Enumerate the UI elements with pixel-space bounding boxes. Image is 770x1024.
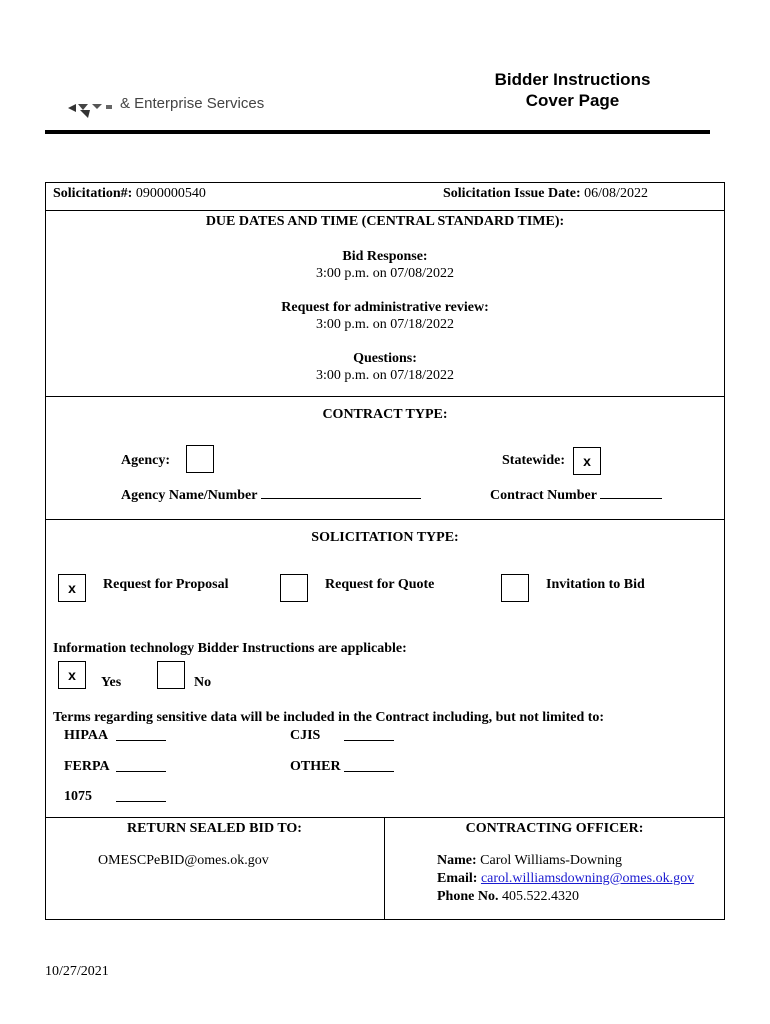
due-dates-heading: DUE DATES AND TIME (CENTRAL STANDARD TIME): — [205, 214, 565, 229]
statewide-checkbox[interactable]: x — [573, 447, 601, 475]
statewide-label: Statewide: — [502, 453, 565, 468]
cjis-field[interactable] — [344, 728, 394, 741]
officer-phone-label: Phone No. — [437, 889, 499, 904]
solicitation-number — [53, 185, 206, 202]
it-instructions-question: Information technology Bidder Instructions are applicable: — [53, 641, 407, 656]
other-field[interactable] — [344, 759, 394, 772]
agency-label: Agency: — [121, 453, 170, 468]
sensitive-item-other — [290, 758, 341, 775]
row-divider — [45, 210, 725, 211]
due-date-value: 3:00 p.m. on 07/18/2022 — [315, 368, 455, 383]
rfq-label: Request for Quote — [325, 577, 435, 592]
officer-phone — [437, 888, 579, 905]
sensitive-item-1075 — [64, 788, 92, 805]
sensitive-data-intro: Terms regarding sensitive data will be included in the Contract including, but not limited to: — [53, 710, 605, 725]
contract-number-field[interactable] — [600, 486, 662, 499]
solicitation-issue-date — [443, 185, 648, 202]
sensitive-item-label: HIPAA — [64, 728, 109, 743]
due-date-label: Bid Response: — [342, 249, 428, 264]
header-rule — [45, 130, 710, 134]
row-divider — [45, 817, 725, 818]
logo-text: & Enterprise Services — [120, 95, 265, 112]
sensitive-item-hipaa — [64, 727, 108, 744]
agency-checkbox[interactable] — [186, 445, 214, 473]
sensitive-item-label: 1075 — [64, 789, 92, 804]
agency-name-field[interactable] — [261, 486, 421, 499]
title-line-1: Bidder Instructions — [494, 70, 651, 89]
rfp-label: Request for Proposal — [103, 577, 229, 592]
solicitation-type-heading: SOLICITATION TYPE: — [311, 530, 459, 545]
return-bid-heading: RETURN SEALED BID TO: — [127, 821, 302, 836]
officer-name — [437, 852, 622, 869]
issue-date-value: 06/08/2022 — [584, 186, 648, 201]
it-yes-checkbox[interactable]: x — [58, 661, 86, 689]
rfp-checkbox[interactable]: x — [58, 574, 86, 602]
contract-number — [490, 486, 662, 504]
sensitive-item-ferpa — [64, 758, 110, 775]
officer-email — [437, 870, 694, 887]
it-no-label: No — [194, 675, 212, 690]
officer-phone-value: 405.522.4320 — [501, 889, 579, 904]
document-title — [470, 69, 675, 111]
itb-checkbox[interactable] — [501, 574, 529, 602]
ferpa-field[interactable] — [116, 759, 166, 772]
solicitation-number-label: Solicitation#: — [53, 186, 133, 201]
row-divider — [45, 519, 725, 520]
contract-number-label: Contract Number — [490, 488, 597, 503]
hipaa-field[interactable] — [116, 728, 166, 741]
agency-name-number — [121, 486, 421, 504]
officer-name-value: Carol Williams-Downing — [480, 853, 623, 868]
contract-type-heading: CONTRACT TYPE: — [322, 407, 448, 422]
officer-email-link[interactable]: carol.williamsdowning@omes.ok.gov — [480, 871, 695, 886]
row-divider — [45, 396, 725, 397]
sensitive-item-label: OTHER — [290, 759, 341, 774]
sensitive-item-label: CJIS — [290, 728, 321, 743]
issue-date-label: Solicitation Issue Date: — [443, 186, 581, 201]
sensitive-item-cjis — [290, 727, 320, 744]
due-date-value: 3:00 p.m. on 07/08/2022 — [315, 266, 455, 281]
officer-name-label: Name: — [437, 853, 477, 868]
sensitive-item-label: FERPA — [64, 759, 110, 774]
due-date-item-admin-review — [45, 299, 725, 333]
1075-field[interactable] — [116, 789, 166, 802]
rfq-checkbox[interactable] — [280, 574, 308, 602]
officer-email-label: Email: — [437, 871, 478, 886]
agency-name-label: Agency Name/Number — [121, 488, 258, 503]
contracting-officer-heading: CONTRACTING OFFICER: — [465, 821, 644, 836]
footer-date: 10/27/2021 — [45, 964, 109, 979]
omes-logo-icon — [68, 98, 118, 120]
it-no-checkbox[interactable] — [157, 661, 185, 689]
due-date-value: 3:00 p.m. on 07/18/2022 — [315, 317, 455, 332]
title-line-2: Cover Page — [525, 91, 620, 110]
it-yes-label: Yes — [101, 675, 122, 690]
itb-label: Invitation to Bid — [546, 577, 645, 592]
form-table — [45, 182, 725, 920]
due-date-item-bid-response — [45, 248, 725, 282]
due-date-label: Request for administrative review: — [281, 300, 489, 315]
due-date-item-questions — [45, 350, 725, 384]
due-date-label: Questions: — [353, 351, 417, 366]
solicitation-number-value: 0900000540 — [135, 186, 206, 201]
return-bid-email: OMESCPeBID@omes.ok.gov — [98, 853, 269, 868]
